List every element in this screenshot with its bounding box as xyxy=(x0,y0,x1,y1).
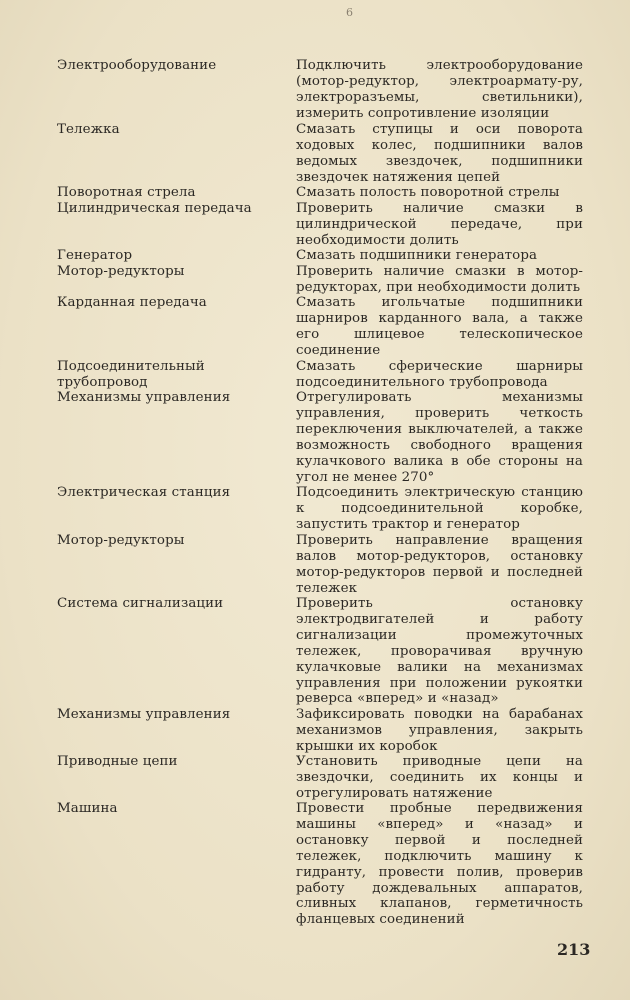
component-name: Система сигнализации xyxy=(57,596,224,611)
component-name: Поворотная стрела xyxy=(57,185,196,200)
component-action: Зафиксировать поводки на барабанах механизмов управления, закрыть крышки их коробок xyxy=(296,707,583,754)
component-name: Приводные цепи xyxy=(57,754,178,769)
component-name: Механизмы управления xyxy=(57,707,231,722)
component-name: Электрическая станция xyxy=(57,485,231,500)
component-action: Смазать ступицы и оси поворота ходовых колес, подшипники валов ведомых звездочек, подшипники звездочек натяжения цепей xyxy=(296,122,583,185)
component-name: Машина xyxy=(57,801,118,816)
component-action: Установить приводные цепи на звездочки, соединить их концы и отрегулировать натяжение xyxy=(296,754,583,801)
component-name: Механизмы управления xyxy=(57,390,231,405)
component-action: Смазать игольчатые подшипники шарниров карданного вала, а также его шлицевое телескопическое соединение xyxy=(296,295,583,358)
component-action: Смазать подшипники генератора xyxy=(296,248,538,263)
component-name: Мотор-редукторы xyxy=(57,533,185,548)
component-name: Цилиндрическая передача xyxy=(57,201,252,216)
component-action: Подсоединить электрическую станцию к подсоединительной коробке, запустить трактор и генератор xyxy=(296,485,583,532)
component-action: Проверить остановку электродвигателей и работу сигнализации промежуточных тележек, проворачивая вручную кулачковые валики на механизмах управления при положении рукоятки реверса «вперед» и «назад» xyxy=(296,596,583,707)
component-action: Смазать полость поворотной стрелы xyxy=(296,185,560,200)
component-action: Отрегулировать механизмы управления, проверить четкость переключения выключателей, а также возможность свободного вращения кулачкового валика в обе стороны на угол не менее 270° xyxy=(296,390,583,485)
page-number: 213 xyxy=(557,940,591,959)
page-mark: 6 xyxy=(346,6,353,19)
component-name: Электрооборудование xyxy=(57,58,217,73)
component-name: Тележка xyxy=(57,122,120,137)
component-name: Мотор-редукторы xyxy=(57,264,185,279)
component-action: Провести пробные передвижения машины «вперед» и «назад» и остановку первой и последней тележек, подключить машину к гидранту, провести полив, проверив работу дождевальных аппаратов, сливных клапанов, герметичность фланцевых соединений xyxy=(296,801,583,928)
component-action: Подключить электрооборудование (мотор-редуктор, электроармату-ру, электроразъемы, светильники), измерить сопротивление изоляции xyxy=(296,58,583,121)
component-name: Генератор xyxy=(57,248,133,263)
component-name: Подсоединительный трубопровод xyxy=(57,359,205,390)
component-action: Проверить наличие смазки в цилиндрической передаче, при необходимости долить xyxy=(296,201,583,248)
component-name: Карданная передача xyxy=(57,295,207,310)
component-action: Смазать сферические шарниры подсоединительного трубопровода xyxy=(296,359,583,390)
component-action: Проверить наличие смазки в мотор-редукторах, при необходимости долить xyxy=(296,264,583,295)
component-action: Проверить направление вращения валов мотор-редукторов, остановку мотор-редукторов первой и последней тележек xyxy=(296,533,583,596)
